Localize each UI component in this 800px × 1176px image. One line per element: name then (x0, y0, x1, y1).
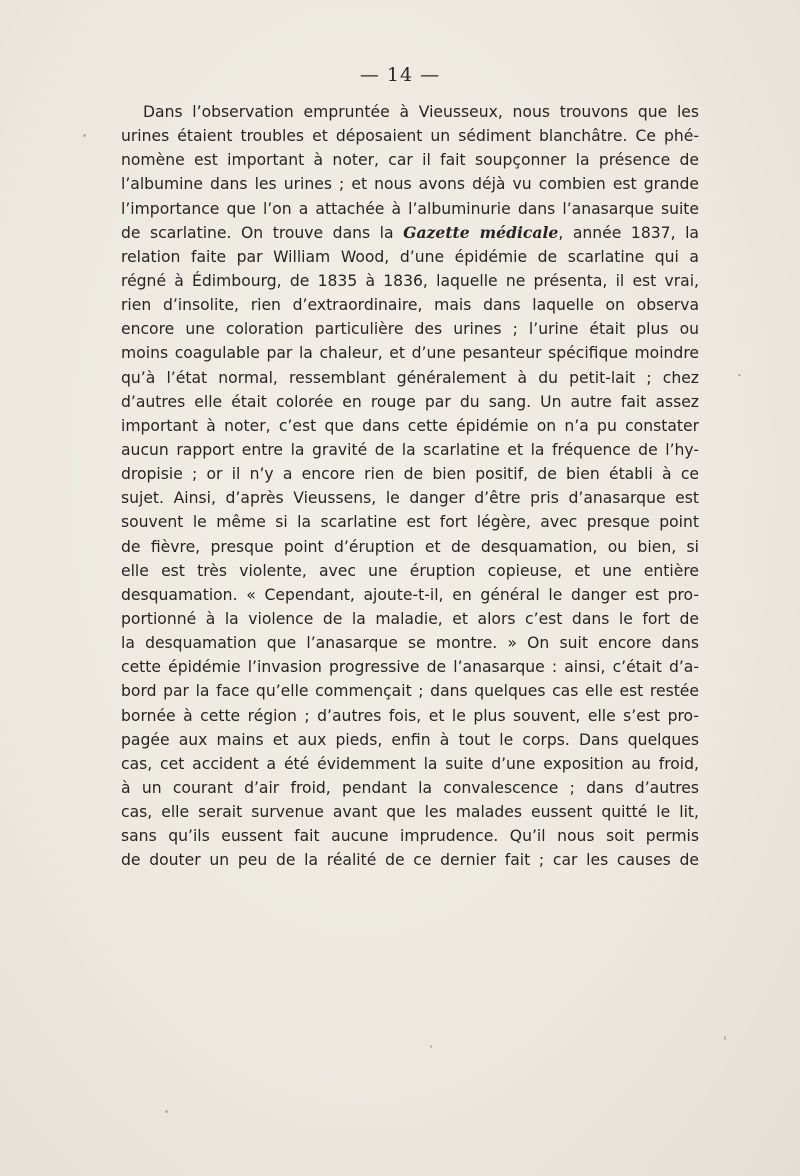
paper-speck (738, 374, 741, 376)
text-line: aucun rapport entre la gravité de la scarlatine et la fréquence de l’hy- (121, 440, 699, 459)
text-line: nomène est important à noter, car il fait soupçonner la présence de (121, 151, 699, 170)
page-number: — 14 — (359, 64, 441, 86)
text-line: de fièvre, presque point d’éruption et de desquamation, ou bien, si (121, 537, 699, 556)
text-line: rien d’insolite, rien d’extraordinaire, mais dans laquelle on observa (121, 296, 699, 315)
text-fragment: de scarlatine. On trouve dans la (121, 223, 394, 242)
text-line: régné à Édimbourg, de 1835 à 1836, laquelle ne présenta, il est vrai, (121, 271, 699, 290)
text-fragment: , année 1837, la (558, 223, 699, 242)
text-line: bord par la face qu’elle commençait ; dans quelques cas elle est restée (121, 682, 699, 701)
text-line: cas, cet accident a été évidemment la suite d’une exposition au froid, (121, 754, 699, 773)
text-line: cas, elle serait survenue avant que les malades eussent quitté le lit, (121, 803, 699, 822)
text-line: relation faite par William Wood, d’une épidémie de scarlatine qui a (121, 247, 699, 266)
text-line: Dans l’observation empruntée à Vieusseux, nous trouvons que les (143, 103, 699, 121)
text-line-with-citation (121, 221, 699, 245)
body-text (121, 100, 699, 873)
text-line: sans qu’ils eussent fait aucune imprudence. Qu’il nous soit permis (121, 827, 699, 846)
paper-speck (724, 1036, 726, 1040)
text-line: qu’à l’état normal, ressemblant généralement à du petit-lait ; chez (121, 368, 699, 387)
text-line: bornée à cette région ; d’autres fois, et le plus souvent, elle s’est pro- (121, 706, 699, 725)
text-line: souvent le même si la scarlatine est fort légère, avec presque point (121, 513, 699, 532)
text-line: desquamation. « Cependant, ajoute-t-il, en général le danger est pro- (121, 585, 699, 604)
text-line: dropisie ; or il n’y a encore rien de bien positif, de bien établi à ce (121, 465, 699, 484)
paper-speck (165, 1110, 168, 1113)
text-line: important à noter, c’est que dans cette épidémie on n’a pu constater (121, 416, 699, 435)
text-line: elle est très violente, avec une éruption copieuse, et une entière (121, 561, 699, 580)
paper-speck (83, 134, 86, 137)
text-line: moins coagulable par la chaleur, et d’une pesanteur spécifique moindre (121, 344, 699, 363)
text-line: cette épidémie l’invasion progressive de l’anasarque : ainsi, c’était d’a- (121, 658, 699, 677)
text-line: l’importance que l’on a attachée à l’albuminurie dans l’anasarque suite (121, 199, 699, 218)
text-line: la desquamation que l’anasarque se montre. » On suit encore dans (121, 634, 699, 653)
text-line: urines étaient troubles et déposaient un sédiment blanchâtre. Ce phé- (121, 127, 699, 146)
text-line: à un courant d’air froid, pendant la convalescence ; dans d’autres (121, 778, 699, 797)
text-line: l’albumine dans les urines ; et nous avons déjà vu combien est grande (121, 175, 699, 194)
paper-speck (430, 1045, 432, 1048)
text-line: pagée aux mains et aux pieds, enfin à tout le corps. Dans quelques (121, 730, 699, 749)
text-line: de douter un peu de la réalité de ce dernier fait ; car les causes de (121, 851, 699, 870)
text-line: sujet. Ainsi, d’après Vieussens, le danger d’être pris d’anasarque est (121, 489, 699, 508)
text-line: encore une coloration particulière des urines ; l’urine était plus ou (121, 320, 699, 339)
journal-title: Gazette médicale (403, 222, 559, 242)
text-line: d’autres elle était colorée en rouge par du sang. Un autre fait assez (121, 392, 699, 411)
text-line: portionné à la violence de la maladie, et alors c’est dans le fort de (121, 609, 699, 628)
